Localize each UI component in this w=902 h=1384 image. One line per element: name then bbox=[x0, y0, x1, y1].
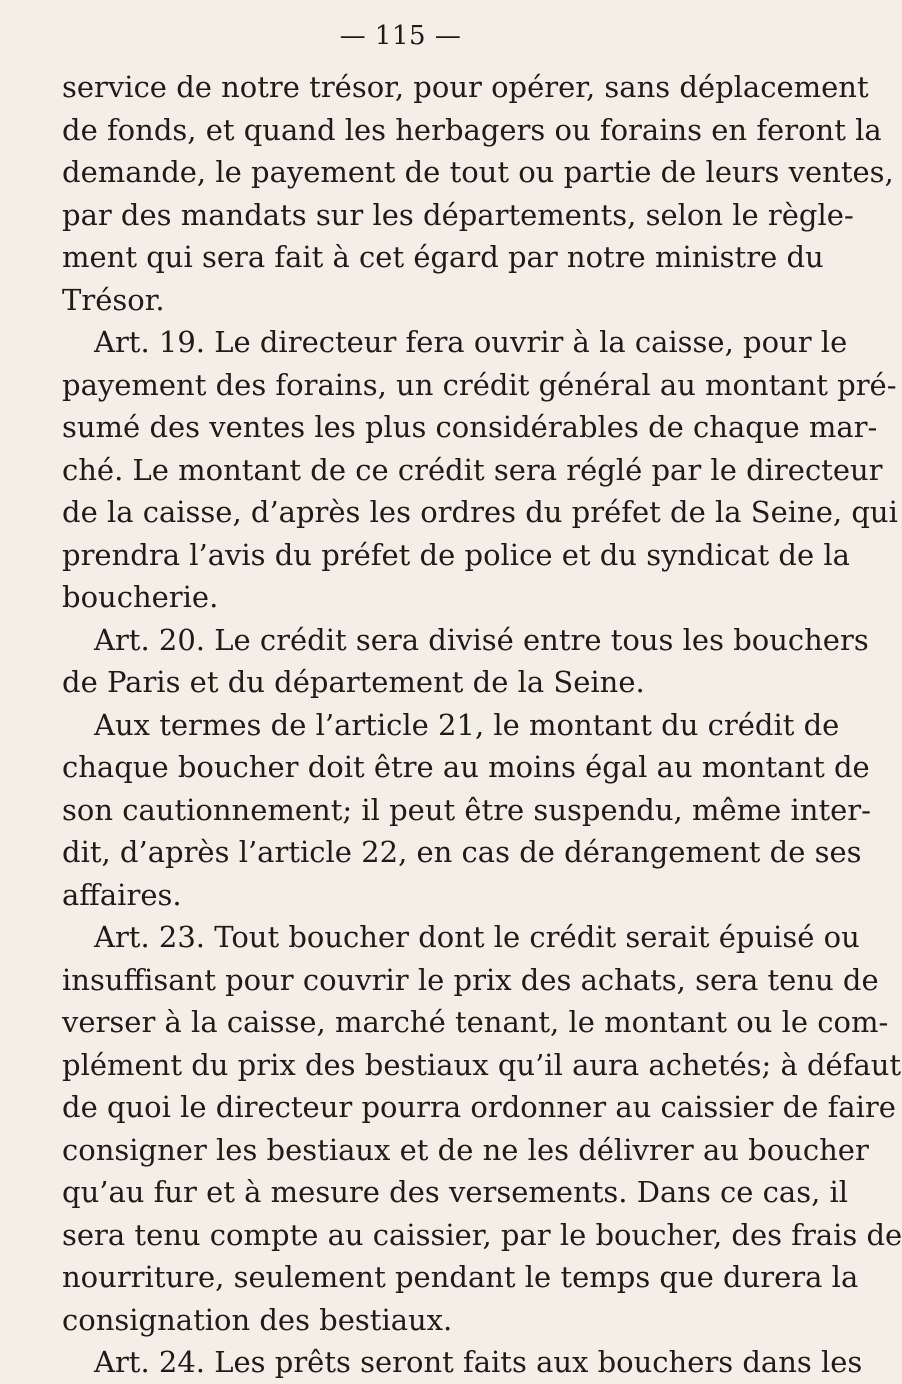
paragraph-2 bbox=[62, 321, 898, 619]
text-line: sera tenu compte au caissier, par le boucher, des frais de bbox=[62, 1217, 902, 1252]
paragraph-3 bbox=[62, 619, 869, 704]
text-line: demande, le payement de tout ou partie de leurs ventes, bbox=[62, 155, 894, 189]
paragraph-5 bbox=[62, 916, 902, 1341]
text-line: Aux termes de l’article 21, le montant du crédit de bbox=[94, 707, 840, 742]
text-line: boucherie. bbox=[62, 580, 219, 614]
text-line: Art. 19. Le directeur fera ouvrir à la caisse, pour le bbox=[94, 325, 848, 359]
text-line: affaires. bbox=[62, 877, 182, 912]
text-line: qu’au fur et à mesure des versements. Dans ce cas, il bbox=[62, 1175, 849, 1209]
paragraph-1 bbox=[62, 66, 894, 321]
text-line: verser à la caisse, marché tenant, le montant ou le com- bbox=[62, 1005, 889, 1039]
text-line: de la caisse, d’après les ordres du préfet de la Seine, qui bbox=[62, 495, 898, 529]
text-line: Art. 24. Les prêts seront faits aux bouchers dans les bbox=[94, 1345, 863, 1379]
page-number-header: — 115 — bbox=[339, 21, 462, 51]
text-line: ché. Le montant de ce crédit sera réglé par le directeur bbox=[62, 452, 883, 487]
text-line: de Paris et du département de la Seine. bbox=[62, 665, 645, 699]
text-line: ment qui sera fait à cet égard par notre ministre du bbox=[62, 240, 824, 274]
text-line: son cautionnement; il peut être suspendu, même inter- bbox=[62, 792, 871, 827]
text-line: service de notre trésor, pour opérer, sans déplacement bbox=[62, 70, 869, 104]
text-line: plément du prix des bestiaux qu’il aura achetés; à défaut bbox=[62, 1047, 902, 1082]
text-line: de quoi le directeur pourra ordonner au caissier de faire bbox=[62, 1090, 896, 1124]
text-line: payement des forains, un crédit général au montant pré- bbox=[62, 367, 897, 402]
paragraph-6 bbox=[62, 1341, 863, 1384]
text-line: insuffisant pour couvrir le prix des achats, sera tenu de bbox=[62, 962, 879, 997]
text-line: de fonds, et quand les herbagers ou forains en feront la bbox=[62, 112, 882, 147]
text-line: Art. 23. Tout boucher dont le crédit serait épuisé ou bbox=[94, 920, 860, 954]
text-line: consigner les bestiaux et de ne les délivrer au boucher bbox=[62, 1132, 869, 1167]
text-line: chaque boucher doit être au moins égal au montant de bbox=[62, 750, 870, 784]
paragraph-4 bbox=[62, 704, 871, 917]
text-line: nourriture, seulement pendant le temps que durera la bbox=[62, 1260, 859, 1294]
text-line: dit, d’après l’article 22, en cas de dérangement de ses bbox=[62, 835, 862, 869]
text-line: sumé des ventes les plus considérables de chaque mar- bbox=[62, 410, 878, 444]
text-line: prendra l’avis du préfet de police et du syndicat de la bbox=[62, 537, 850, 572]
text-line: Trésor. bbox=[62, 282, 165, 317]
text-line: consignation des bestiaux. bbox=[62, 1302, 453, 1337]
text-line: par des mandats sur les départements, selon le règle- bbox=[62, 197, 854, 232]
text-line: Art. 20. Le crédit sera divisé entre tous les bouchers bbox=[94, 622, 869, 657]
